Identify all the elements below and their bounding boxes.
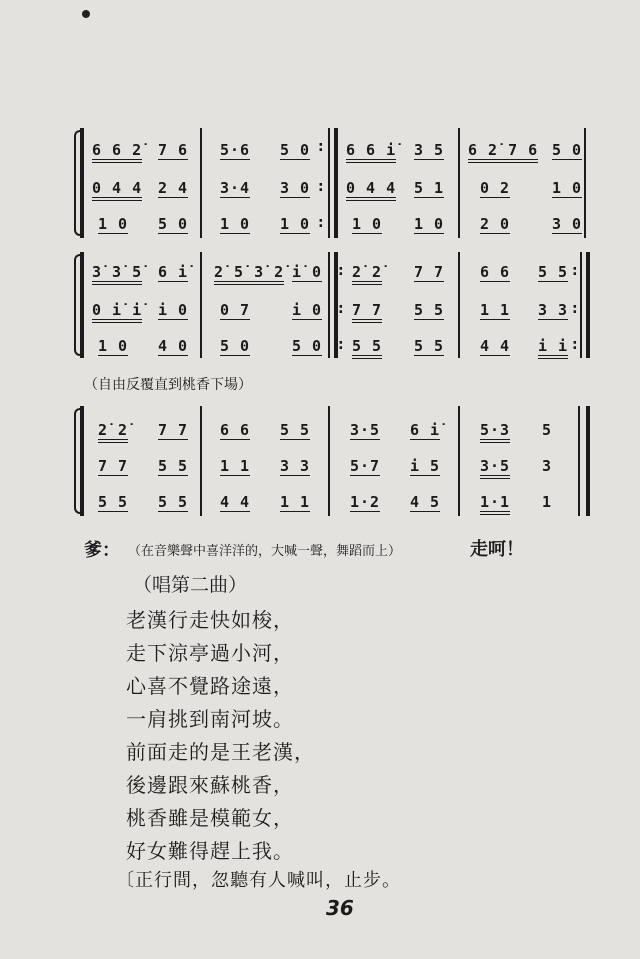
verse-line-2: 走下涼亭過小河，	[126, 641, 294, 665]
note-s2-r1-c6: 7 7	[414, 263, 445, 281]
stage-note-line: 〔正行間，忽聽有人喊叫，止步。	[116, 870, 401, 891]
note-s3-r2-c5: 5·7	[350, 457, 381, 475]
score-system-2: : : : : : : 3̇ 3̇ 5̇ 6 i̇ 2̇ 5̇ 3̇ 2̇ i̇ 0 2̇ 2̇ 7 7 6 6 5 5 0 i̇ i̇ i 0 0 7 i 0 7 7 5 5 1 1 3 3 1 0 4 0 5 0 5 0 5 5 5 5 4 4 i i	[80, 252, 592, 358]
note-s3-r3-c6: 4 5	[410, 493, 441, 511]
note-s1-r2-c3: 3·4	[220, 179, 251, 197]
note-s1-r2-c7: 0 2	[480, 179, 511, 197]
note-s2-r1-c1: 3̇ 3̇ 5̇	[92, 264, 142, 285]
stage-direction: （在音樂聲中喜洋洋的，大喊一聲，舞蹈而上）	[128, 544, 402, 559]
note-s2-r1-c4: i̇ 0	[292, 263, 323, 281]
note-s1-r3-c1: 1 0	[98, 215, 129, 233]
note-s3-r2-c4: 3 3	[280, 457, 311, 475]
note-s2-r3-c4: 5 0	[292, 337, 323, 355]
note-s3-r2-c2: 5 5	[158, 457, 189, 475]
note-s2-r1-c8: 5 5	[538, 263, 569, 281]
note-s1-r3-c7: 2 0	[480, 215, 511, 233]
note-s3-r3-c5: 1·2	[350, 493, 381, 511]
note-s2-r3-c5: 5 5	[352, 338, 382, 359]
note-s2-r2-c2: i 0	[158, 301, 189, 319]
page-number: 36	[326, 896, 354, 920]
note-s3-r3-c3: 4 4	[220, 493, 251, 511]
note-s1-r3-c8: 3 0	[552, 215, 583, 233]
note-s2-r1-c5: 2̇ 2̇	[352, 264, 382, 285]
note-s1-r1-c1: 6 6 2̇	[92, 142, 142, 163]
note-s2-r2-c1: 0 i̇ i̇	[92, 302, 142, 323]
verse-line-5: 前面走的是王老漢，	[126, 740, 315, 764]
note-s1-r1-c4: 5 0	[280, 141, 311, 159]
note-s2-r3-c8: i i	[538, 338, 568, 359]
note-s1-r1-c7: 6 2̇ 7 6	[468, 142, 538, 163]
note-s1-r2-c2: 2 4	[158, 179, 189, 197]
note-s3-r2-c6: i 5	[410, 457, 441, 475]
performance-annotation: （自由反覆直到桃香下場）	[84, 377, 252, 393]
note-s3-r1-c3: 6 6	[220, 421, 251, 439]
note-s2-r3-c7: 4 4	[480, 337, 511, 355]
verse-line-3: 心喜不覺路途遠，	[126, 674, 294, 698]
note-s2-r3-c1: 1 0	[98, 337, 129, 355]
note-s3-r3-c7: 1·1	[480, 494, 510, 515]
note-s1-r3-c4: 1 0	[280, 215, 311, 233]
note-s2-r2-c8: 3 3	[538, 301, 569, 319]
note-s1-r2-c5: 0 4 4	[346, 180, 396, 201]
note-s3-r1-c7: 5·3	[480, 422, 510, 443]
note-s1-r3-c5: 1 0	[352, 215, 383, 233]
note-s3-r3-c8: 1	[542, 493, 553, 511]
note-s3-r1-c2: 7 7	[158, 421, 189, 439]
note-s2-r1-c7: 6 6	[480, 263, 511, 281]
note-s2-r2-c6: 5 5	[414, 301, 445, 319]
note-s3-r2-c3: 1 1	[220, 457, 251, 475]
note-s2-r1-c3: 2̇ 5̇ 3̇ 2̇	[214, 264, 284, 285]
note-s1-r1-c8: 5 0	[552, 141, 583, 159]
note-s2-r3-c6: 5 5	[414, 337, 445, 355]
note-s2-r2-c5: 7 7	[352, 302, 382, 323]
note-s3-r1-c8: 5	[542, 421, 553, 439]
note-s3-r3-c2: 5 5	[158, 493, 189, 511]
note-s1-r1-c2: 7 6	[158, 141, 189, 159]
note-s2-r2-c7: 1 1	[480, 301, 511, 319]
note-s3-r2-c8: 3	[542, 457, 553, 475]
note-s3-r3-c4: 1 1	[280, 493, 311, 511]
verse-line-6: 後邊跟來蘇桃香，	[126, 773, 294, 797]
score-system-1: : : : 6 6 2̇ 7 6 5·6 5 0 6 6 i̇ 3 5 6 2̇ 7 6 5 0 0 4 4 2 4 3·4 3 0 0 4 4 5 1 0 2 1 0 1 0 5 0 1 0 1 0 1 0 1 0 2 0 3 0	[80, 128, 592, 238]
spoken-line: 走呵！	[470, 539, 524, 560]
note-s1-r3-c2: 5 0	[158, 215, 189, 233]
note-s1-r1-c3: 5·6	[220, 141, 251, 159]
note-s1-r3-c6: 1 0	[414, 215, 445, 233]
note-s3-r1-c6: 6 i̇	[410, 421, 441, 439]
note-s2-r2-c3: 0 7	[220, 301, 251, 319]
note-s1-r2-c6: 5 1	[414, 179, 445, 197]
note-s1-r1-c5: 6 6 i̇	[346, 142, 396, 163]
note-s2-r1-c2: 6 i̇	[158, 263, 189, 281]
note-s2-r2-c4: i 0	[292, 301, 323, 319]
note-s3-r1-c4: 5 5	[280, 421, 311, 439]
note-s1-r2-c4: 3 0	[280, 179, 311, 197]
verse-line-8: 好女難得趕上我。	[126, 839, 294, 863]
note-s3-r2-c7: 3·5	[480, 458, 510, 479]
verse-line-4: 一肩挑到南河坡。	[126, 707, 294, 731]
verse-line-7: 桃香雖是模範女，	[126, 806, 294, 830]
verse-line-1: 老漢行走快如梭，	[126, 608, 294, 632]
note-s3-r1-c1: 2̇ 2̇	[98, 422, 128, 443]
ink-spot	[82, 10, 90, 18]
note-s3-r2-c1: 7 7	[98, 457, 129, 475]
note-s3-r3-c1: 5 5	[98, 493, 129, 511]
note-s2-r3-c3: 5 0	[220, 337, 251, 355]
note-s2-r3-c2: 4 0	[158, 337, 189, 355]
speaker-label: 爹：	[84, 540, 120, 561]
song-title: （唱第二曲）	[133, 574, 248, 596]
note-s3-r1-c5: 3·5	[350, 421, 381, 439]
note-s1-r3-c3: 1 0	[220, 215, 251, 233]
score-system-3	[80, 406, 592, 516]
note-s1-r1-c6: 3 5	[414, 141, 445, 159]
note-s1-r2-c1: 0 4 4	[92, 180, 142, 201]
note-s1-r2-c8: 1 0	[552, 179, 583, 197]
